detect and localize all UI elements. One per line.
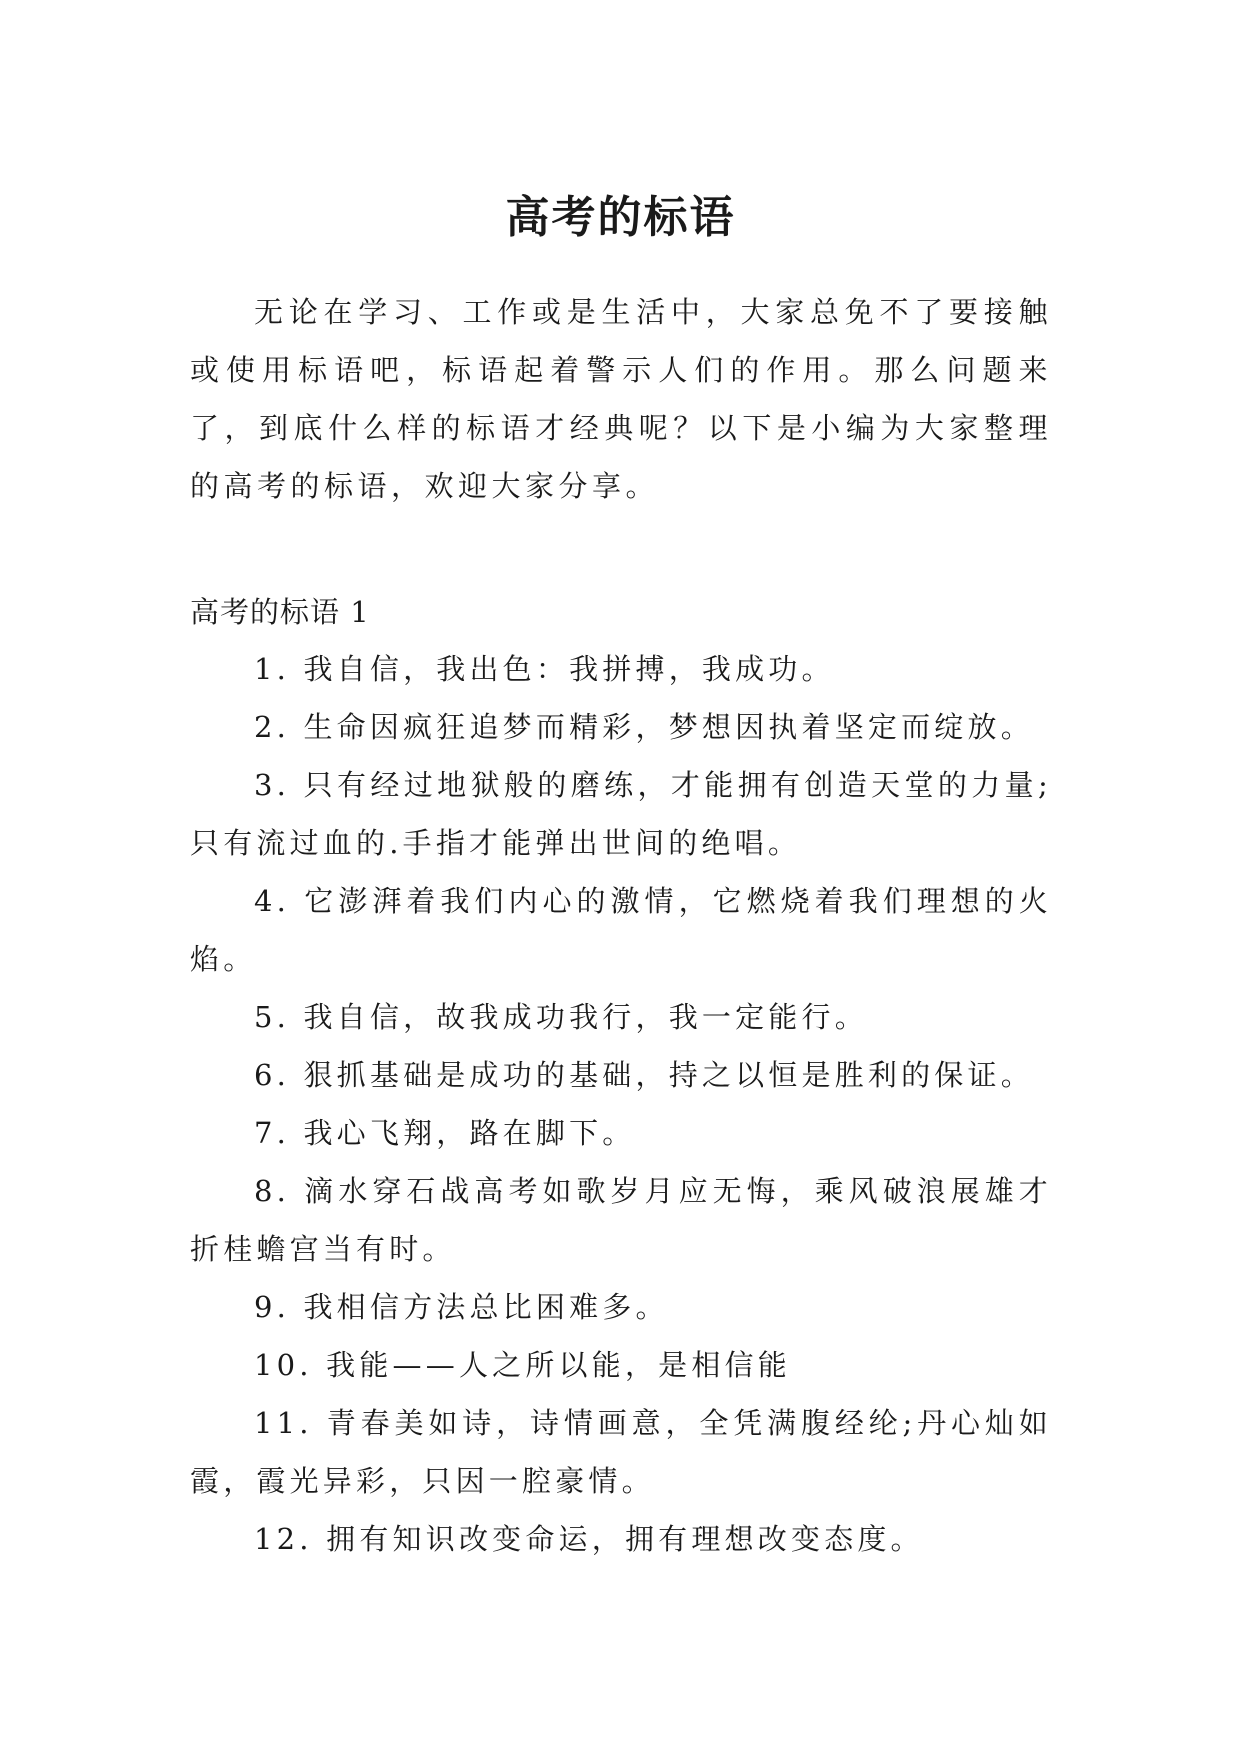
list-item: 2. 生命因疯狂追梦而精彩，梦想因执着坚定而绽放。 [254, 710, 1034, 744]
intro-paragraph: 无论在学习、工作或是生活中，大家总免不了要接触或使用标语吧，标语起着警示人们的作用。那么问题来了，到底什么样的标语才经典呢？以下是小编为大家整理的高考的标语，欢迎大家分享。 [190, 295, 1052, 503]
list-item: 9. 我相信方法总比困难多。 [254, 1290, 669, 1324]
list-item: 11. 青春美如诗，诗情画意，全凭满腹经纶;丹心灿如霞，霞光异彩，只因一腔豪情。 [190, 1406, 1052, 1498]
list-item: 7. 我心飞翔，路在脚下。 [254, 1116, 636, 1150]
slogan-list [190, 640, 1052, 1568]
document-title: 高考的标语 [505, 192, 736, 244]
list-item: 12. 拥有知识改变命运，拥有理想改变态度。 [254, 1522, 924, 1556]
list-item: 3. 只有经过地狱般的磨练，才能拥有创造天堂的力量;只有流过血的.手指才能弹出世间的绝唱。 [190, 768, 1052, 860]
list-item: 5. 我自信，故我成功我行，我一定能行。 [254, 1000, 868, 1034]
section-heading: 高考的标语 1 [190, 595, 370, 629]
list-item: 8. 滴水穿石战高考如歌岁月应无悔，乘风破浪展雄才折桂蟾宫当有时。 [190, 1174, 1052, 1266]
list-item: 4. 它澎湃着我们内心的激情，它燃烧着我们理想的火焰。 [190, 884, 1052, 976]
list-item: 1. 我自信，我出色：我拼搏，我成功。 [254, 652, 835, 686]
list-item: 6. 狠抓基础是成功的基础，持之以恒是胜利的保证。 [254, 1058, 1034, 1092]
list-item: 10. 我能——人之所以能，是相信能 [254, 1348, 791, 1382]
